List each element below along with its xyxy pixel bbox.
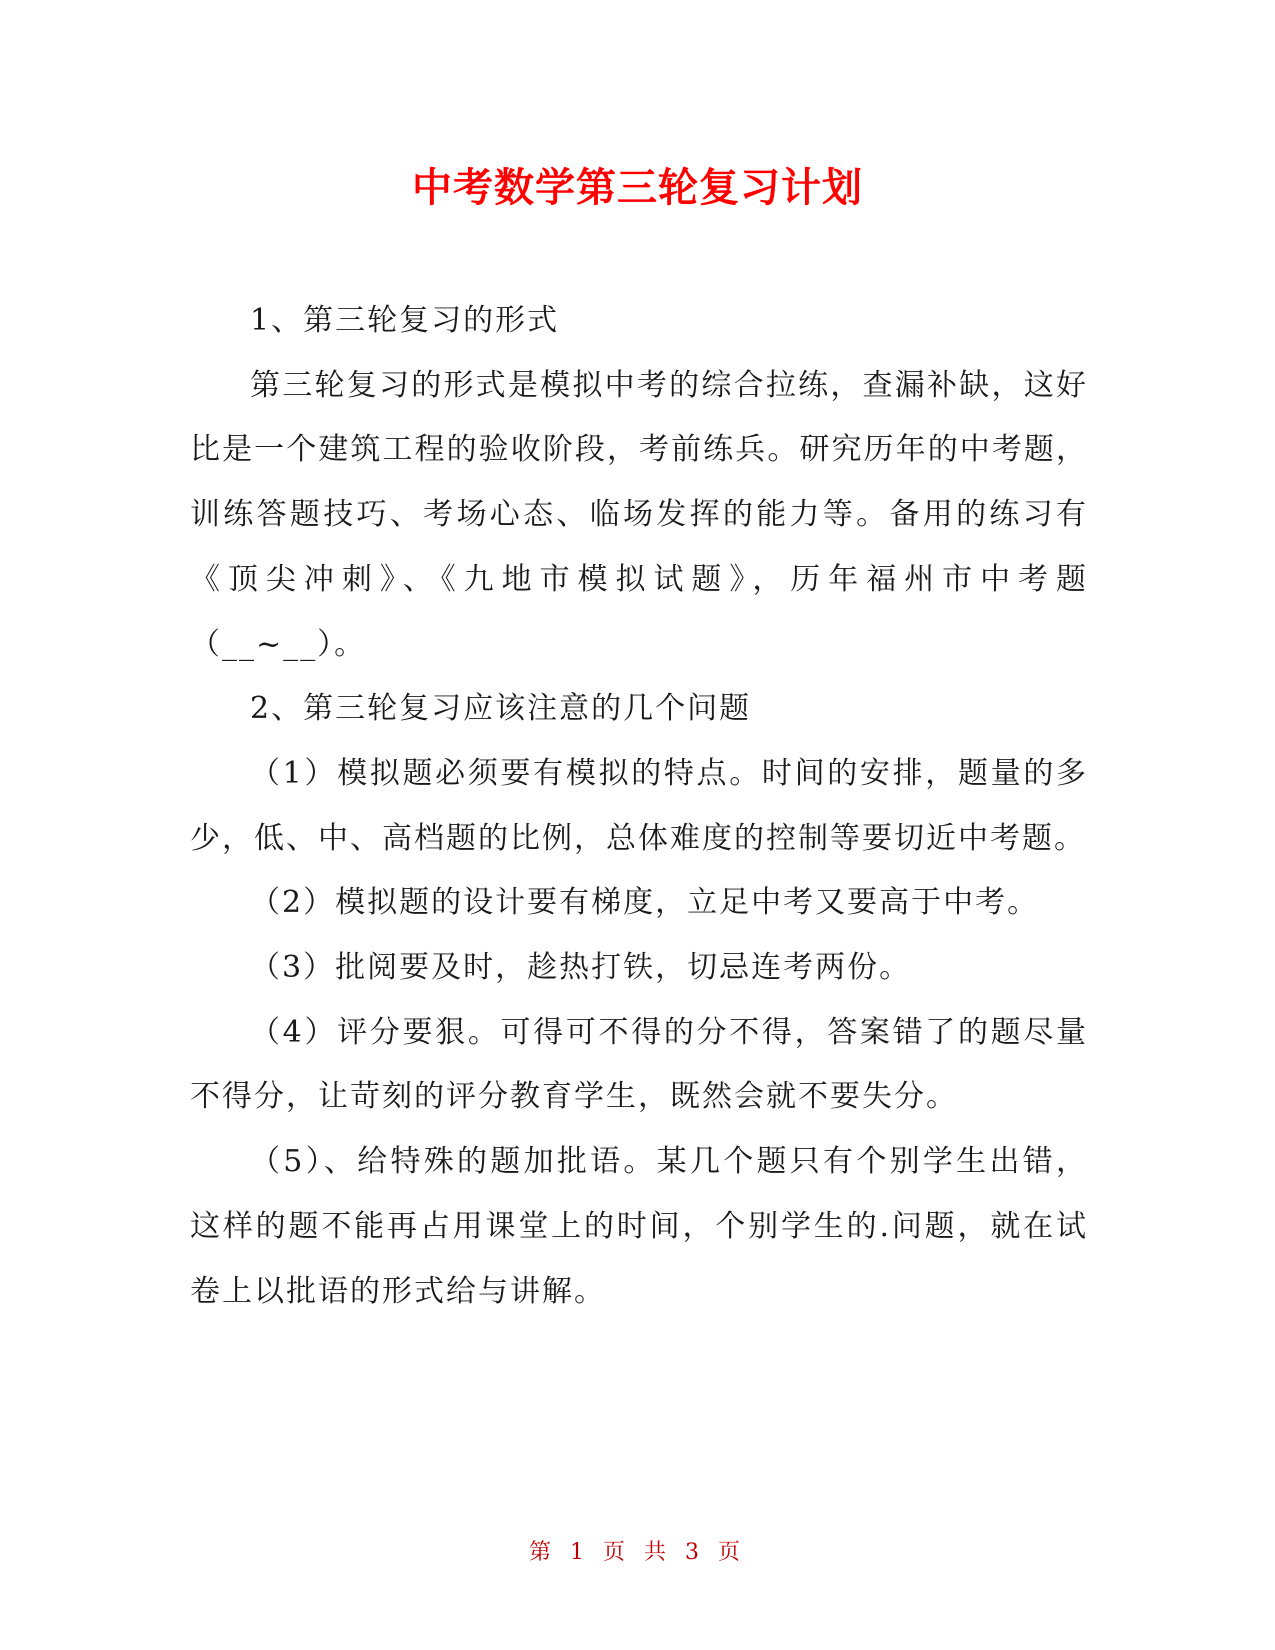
list-item-4: （4）评分要狠。可得可不得的分不得，答案错了的题尽量不得分，让苛刻的评分教育学生，既然会就不要失分。 bbox=[190, 1014, 1088, 1115]
paragraph-format: 第三轮复习的形式是模拟中考的综合拉练，查漏补缺，这好比是一个建筑工程的验收阶段，考前练兵。研究历年的中考题，训练答题技巧、考场心态、临场发挥的能力等。备用的练习有《顶尖冲刺》、《九地市模拟试题》，历年福州市中考题（__~__）。 bbox=[190, 367, 1088, 662]
list-item-3: （3）批阅要及时，趁热打铁，切忌连考两份。 bbox=[250, 950, 912, 986]
list-item-1: （1）模拟题必须要有模拟的特点。时间的安排，题量的多少，低、中、高档题的比例，总体难度的控制等要切近中考题。 bbox=[190, 755, 1088, 856]
section-heading-1: 1、第三轮复习的形式 bbox=[250, 303, 560, 338]
list-item-2: （2）模拟题的设计要有梯度，立足中考又要高于中考。 bbox=[250, 885, 1040, 921]
document-title: 中考数学第三轮复习计划 bbox=[412, 165, 863, 211]
list-item-5: （5）、给特殊的题加批语。某几个题只有个别学生出错，这样的题不能再占用课堂上的时间，个别学生的.问题，就在试卷上以批语的形式给与讲解。 bbox=[190, 1144, 1088, 1309]
page-indicator: 第 1 页 共 3 页 bbox=[529, 1540, 746, 1565]
section-heading-2: 2、第三轮复习应该注意的几个问题 bbox=[250, 691, 752, 727]
document-body bbox=[190, 289, 1088, 1324]
